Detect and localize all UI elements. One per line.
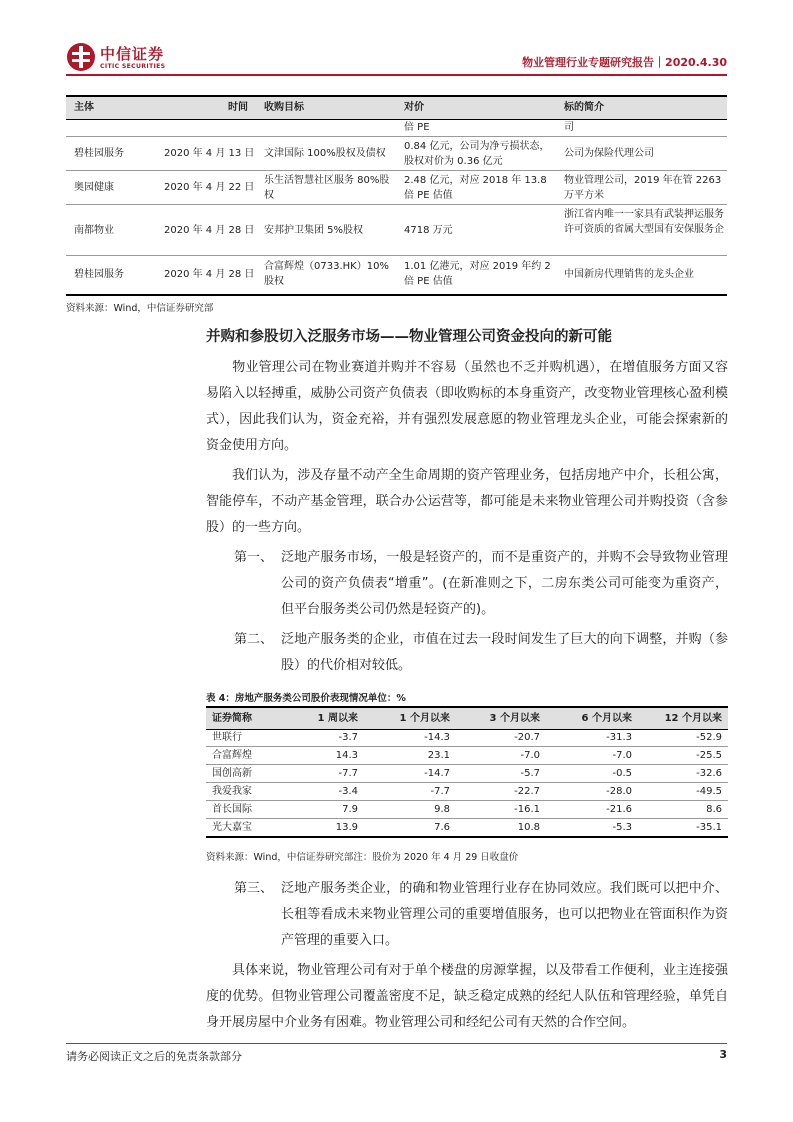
table-cell: 碧桂园服务 <box>74 269 124 280</box>
table-cell: 2020 年 4 月 22 日 <box>164 182 255 193</box>
table-cell: 1.01 亿港元，对应 2019 年约 2 倍 PE 估值 <box>404 261 551 287</box>
list-item-label: 第三、 <box>234 881 274 896</box>
paragraph-text: 我们认为，涉及存量不动产全生命周期的资产管理业务，包括房地产中介，长租公寓，智能停车，不动产基金管理，联合办公运营等，都可能是未来物业管理公司并购投资（含参股）的一些方向。 <box>206 468 728 535</box>
paragraph <box>206 463 728 541</box>
header-cell: 1 个月以来 <box>399 713 450 724</box>
table-row <box>66 205 727 256</box>
table-header <box>66 95 727 120</box>
table-cell: 2.48 亿元，对应 2018 年 13.8 倍 PE 估值 <box>404 175 547 201</box>
table-cell: -3.7 <box>338 732 358 743</box>
paragraph-text: 物业管理公司在物业赛道并购并不容易（虽然也不乏并购机遇），在增值服务方面又容易陷入以轻搏重，威胁公司资产负债表（即收购标的本身重资产，改变物业管理核心盈利模式），因此我们认为，资金充裕，并有强烈发展意愿的物业管理龙头企业，可能会探索新的资金使用方向。 <box>206 360 728 453</box>
table-cell: -7.0 <box>612 750 632 761</box>
table-row <box>66 137 727 171</box>
header-cell: 证券简称 <box>212 713 252 724</box>
header-divider <box>66 74 727 76</box>
paragraph-text: 具体来说，物业管理公司有对于单个楼盘的房源掌握，以及带看工作便利，业主连接强度的优势。但物业管理公司覆盖密度不足，缺乏稳定成熟的经纪人队伍和管理经验，单凭自身开展房屋中介业务有困难。物业管理公司和经纪公司有天然的合作空间。 <box>206 963 728 1030</box>
table-cell: 13.9 <box>335 822 358 833</box>
table-cell: 安邦护卫集团 5%股权 <box>264 225 364 236</box>
table-cell: 14.3 <box>335 750 358 761</box>
table-cell: -14.7 <box>424 768 450 779</box>
table-row <box>66 256 727 296</box>
table-cell: 首长国际 <box>212 804 252 815</box>
table-source-note: 资料来源：Wind，中信证券研究部 <box>66 303 214 314</box>
table-row <box>206 819 728 838</box>
table-cell: 司 <box>564 122 574 133</box>
table-cell: 10.8 <box>517 822 540 833</box>
table-cell: 中国新房代理销售的龙头企业 <box>564 269 694 280</box>
section-title: 并购和参股切入泛服务市场——物业管理公司资金投向的新可能 <box>206 329 612 345</box>
table-cell: -35.1 <box>696 822 722 833</box>
header-cell: 收购目标 <box>264 102 304 113</box>
table-cell: -20.7 <box>514 732 540 743</box>
table-cell: -3.4 <box>338 786 358 797</box>
citic-logo-icon <box>66 42 96 72</box>
table-cell: 9.8 <box>434 804 450 815</box>
table-cell: 我爱我家 <box>212 786 252 797</box>
table-row <box>66 118 727 137</box>
header-cell: 3 个月以来 <box>489 713 540 724</box>
table-cell: 世联行 <box>212 732 242 743</box>
list-item-text: 泛地产服务类企业，的确和物业管理行业存在协同效应。我们既可以把中介、长租等看成未来物业管理公司的重要增值服务，也可以把物业在管面积作为资产管理的重要入口。 <box>281 881 728 948</box>
brand-name-en: CITIC SECURITIES <box>100 63 166 70</box>
table-source-note: 资料来源：Wind，中信证券研究部注：股价为 2020 年 4 月 29 日收盘价 <box>206 852 519 863</box>
header-cell: 12 个月以来 <box>664 713 722 724</box>
table-cell: -52.9 <box>696 732 722 743</box>
table-cell: 南都物业 <box>74 225 114 236</box>
table-cell: -32.6 <box>696 768 722 779</box>
table-cell: -25.5 <box>696 750 722 761</box>
table-cell: 浙江省内唯一一家具有武装押运服务许可资质的省属大型国有安保服务企 <box>564 209 724 235</box>
table-row <box>206 783 728 801</box>
table-cell: -21.6 <box>606 804 632 815</box>
table-cell: 4718 万元 <box>404 225 453 236</box>
page-number: 3 <box>719 1048 727 1061</box>
table-cell: 2020 年 4 月 28 日 <box>164 225 255 236</box>
table-cell: -28.0 <box>606 786 632 797</box>
table-row <box>66 171 727 205</box>
table-cell: -49.5 <box>696 786 722 797</box>
table-cell: -16.1 <box>514 804 540 815</box>
table-cell: 合富辉煌 <box>212 750 252 761</box>
paragraph <box>206 355 728 459</box>
table-cell: 公司为保险代理公司 <box>564 148 654 159</box>
table-cell: 碧桂园服务 <box>74 148 124 159</box>
table-cell: 倍 PE <box>404 122 430 133</box>
brand-name-cn: 中信证券 <box>100 45 165 63</box>
header-cell: 主体 <box>74 102 94 113</box>
table-cell: 8.6 <box>706 804 722 815</box>
table-cell: 23.1 <box>427 750 450 761</box>
table-cell: 物业管理公司，2019 年在管 2263 万平方米 <box>564 175 722 201</box>
table-cell: 光大嘉宝 <box>212 822 252 833</box>
table-cell: -5.7 <box>520 768 540 779</box>
disclaimer-note: 请务必阅读正文之后的免责条款部分 <box>66 1050 242 1063</box>
table-cell: 7.6 <box>434 822 450 833</box>
header-cell: 时间 <box>228 102 248 113</box>
table-cell: 合富辉煌（0733.HK）10%股权 <box>264 261 389 287</box>
list-item-label: 第一、 <box>234 550 274 565</box>
table-cell: 2020 年 4 月 28 日 <box>164 269 255 280</box>
table-cell: 7.9 <box>342 804 358 815</box>
table-cell: 奥园健康 <box>74 182 114 193</box>
table-row <box>206 765 728 783</box>
paragraph <box>206 958 728 1036</box>
report-title: 物业管理行业专题研究报告｜2020.4.30 <box>522 56 727 69</box>
footer-divider <box>66 1043 727 1044</box>
table-cell: -7.7 <box>338 768 358 779</box>
table-cell: 0.84 亿元，公司为净亏损状态，股权对价为 0.36 亿元 <box>404 141 550 167</box>
table-cell: 2020 年 4 月 13 日 <box>164 148 255 159</box>
table-cell: 国创高新 <box>212 768 252 779</box>
list-item-label: 第二、 <box>234 632 274 647</box>
table-header <box>206 706 728 730</box>
table-cell: -7.7 <box>430 786 450 797</box>
header-cell: 6 个月以来 <box>581 713 632 724</box>
table-caption: 表 4：房地产服务类公司股价表现情况单位：% <box>206 693 406 704</box>
header-cell: 标的简介 <box>564 102 604 113</box>
table-cell: -7.0 <box>520 750 540 761</box>
table-row <box>206 801 728 819</box>
table-cell: 文津国际 100%股权及债权 <box>264 148 386 159</box>
table-cell: -5.3 <box>612 822 632 833</box>
table-row <box>206 729 728 747</box>
list-item-text: 泛地产服务类的企业，市值在过去一段时间发生了巨大的向下调整，并购（参股）的代价相对较低。 <box>281 632 728 673</box>
table-cell: -0.5 <box>612 768 632 779</box>
table-cell: 乐生活智慧社区服务 80%股权 <box>264 175 390 201</box>
table-cell: -14.3 <box>424 732 450 743</box>
table-cell: -31.3 <box>606 732 632 743</box>
header-cell: 1 周以来 <box>317 713 358 724</box>
list-item-text: 泛地产服务市场，一般是轻资产的，而不是重资产的，并购不会导致物业管理公司的资产负债表“增重”。(在新准则之下，二房东类公司可能变为重资产，但平台服务类公司仍然是轻资产的)。 <box>281 550 728 617</box>
header-cell: 对价 <box>404 102 424 113</box>
table-row <box>206 747 728 765</box>
table-cell: -22.7 <box>514 786 540 797</box>
